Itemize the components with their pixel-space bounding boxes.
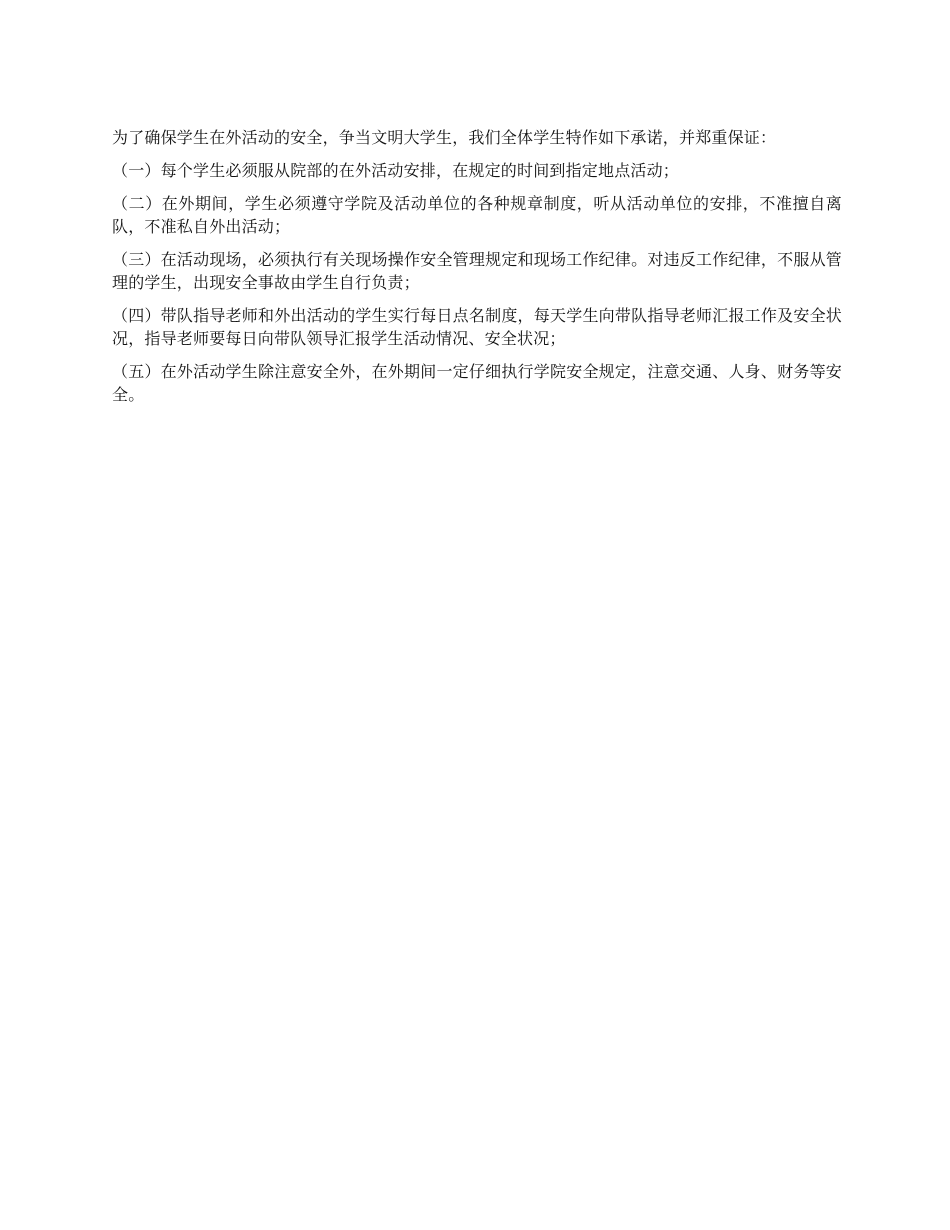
document-body (112, 126, 842, 416)
clause-5-paragraph: （五）在外活动学生除注意安全外，在外期间一定仔细执行学院安全规定，注意交通、人身、财务等安全。 (112, 362, 842, 404)
intro-paragraph: 为了确保学生在外活动的安全，争当文明大学生，我们全体学生特作如下承诺，并郑重保证： (112, 128, 777, 147)
clause-2-paragraph: （二）在外期间，学生必须遵守学院及活动单位的各种规章制度，听从活动单位的安排，不准擅自离队，不准私自外出活动； (112, 194, 842, 236)
clause-4-paragraph: （四）带队指导老师和外出活动的学生实行每日点名制度，每天学生向带队指导老师汇报工作及安全状况，指导老师要每日向带队领导汇报学生活动情况、安全状况； (112, 306, 842, 348)
clause-3-paragraph: （三）在活动现场，必须执行有关现场操作安全管理规定和现场工作纪律。对违反工作纪律，不服从管理的学生，出现安全事故由学生自行负责； (112, 250, 842, 292)
clause-1-paragraph: （一）每个学生必须服从院部的在外活动安排，在规定的时间到指定地点活动； (112, 161, 680, 180)
